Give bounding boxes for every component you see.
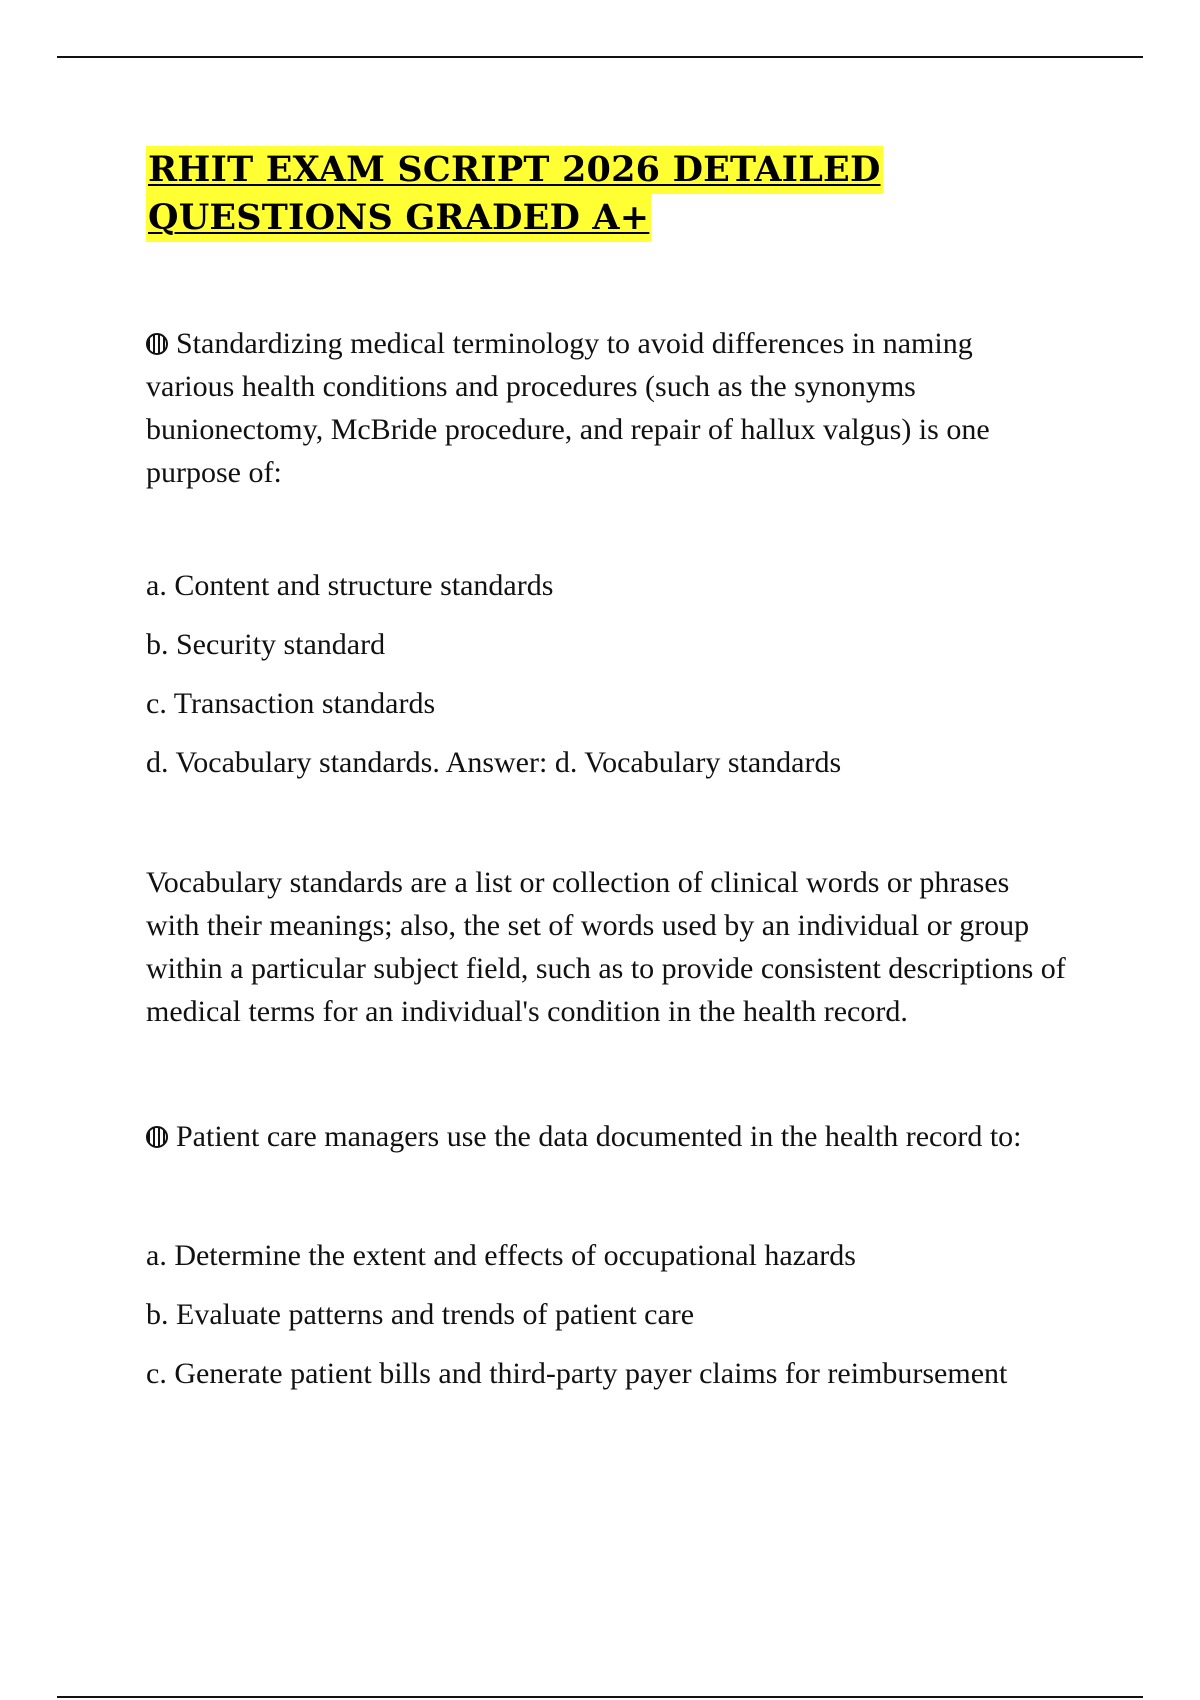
question-2-prompt <box>146 1115 1066 1158</box>
question-1-option-a: a. Content and structure standards <box>146 569 554 602</box>
question-2-option-a: a. Determine the extent and effects of occupational hazards <box>146 1239 856 1272</box>
question-1-options <box>146 566 1066 783</box>
question-1-explanation: Vocabulary standards are a list or collection of clinical words or phrases with their meanings; also, the set of words used by an individual or group within a particular subject field, such as to provide consistent descriptions of medical terms for an individual's condition in the health record. <box>146 866 1066 1028</box>
document-body <box>146 146 1066 1413</box>
question-1-option-b: b. Security standard <box>146 628 386 661</box>
top-divider <box>57 56 1143 58</box>
document-title <box>146 146 1066 242</box>
title-line-1: RHIT EXAM SCRIPT 2026 DETAILED <box>146 146 883 194</box>
title-line-2: QUESTIONS GRADED A+ <box>146 194 651 242</box>
question-2-options <box>146 1236 1066 1394</box>
bullet-icon <box>146 1126 168 1148</box>
question-1-text: Standardizing medical terminology to avoid differences in naming various health conditions and procedures (such as the synonyms bunionectomy, McBride procedure, and repair of hallux valgus) is one purpose of: <box>146 327 990 489</box>
question-1-prompt <box>146 322 1066 494</box>
bullet-icon <box>146 333 168 355</box>
question-2-option-c: c. Generate patient bills and third-party payer claims for reimbursement <box>146 1357 1008 1390</box>
question-2-option-b: b. Evaluate patterns and trends of patient care <box>146 1298 695 1331</box>
question-1-option-c: c. Transaction standards <box>146 687 436 720</box>
question-2-text: Patient care managers use the data documented in the health record to: <box>176 1120 1022 1153</box>
bottom-divider <box>57 1696 1143 1698</box>
question-1-option-d: d. Vocabulary standards. Answer: d. Vocabulary standards <box>146 746 842 779</box>
